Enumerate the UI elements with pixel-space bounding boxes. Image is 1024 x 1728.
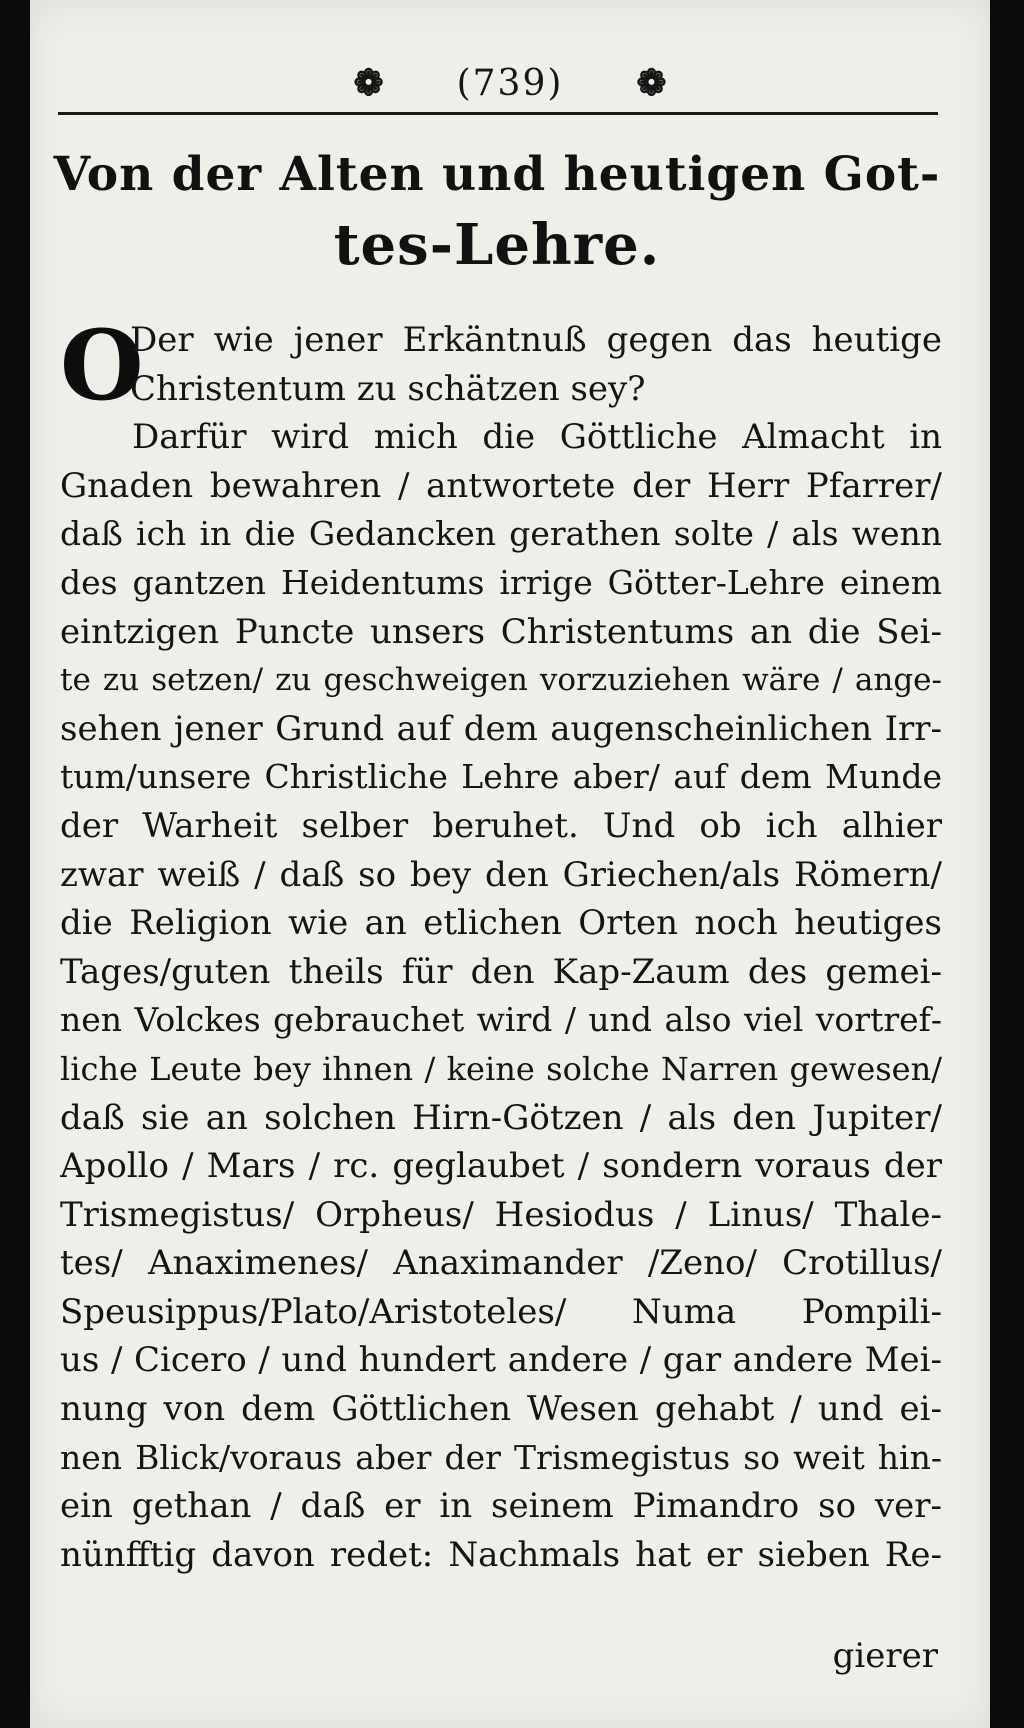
chapter-title-line-2: tes‑Lehre. [333,212,661,278]
text-line: Christentum zu schätzen sey? [130,368,646,409]
right-ornament-icon: ❁ [636,62,667,104]
text-line: te zu setzen/ zu geschweigen vorzuziehen wäre / ange‑ [60,662,942,699]
text-line: Tages/guten theils für den Kap‑Zaum des gemei‑ [60,951,942,992]
text-line: sehen jener Grund auf dem augenscheinlichen Irr‑ [60,708,942,749]
text-line: tes/ Anaximenes/ Anaximander /Zeno/ Crotillus/ [60,1243,942,1284]
text-line: nung von dem Göttlichen Wesen gehabt / und ei‑ [60,1389,942,1430]
text-line: eintzigen Puncte unsers Christentums an die Sei‑ [60,611,942,652]
body-text [60,309,942,1579]
text-line: Trismegistus/ Orpheus/ Hesiodus / Linus/ Thale‑ [60,1194,942,1235]
text-line: nen Blick/voraus aber der Trismegistus so weit hin‑ [60,1437,942,1477]
header-rule [58,112,938,115]
book-page [30,0,990,1728]
chapter-title [52,140,942,280]
text-line: der Warheit selber beruhet. Und ob ich alhier [60,805,942,846]
text-line: liche Leute bey ihnen / keine solche Narren gewesen/ [60,1049,942,1088]
text-line: us / Cicero / und hundert andere / gar andere Mei‑ [60,1340,942,1381]
text-line: die Religion wie an etlichen Orten noch heutiges [60,903,942,944]
running-header [30,62,990,112]
text-line: Der wie jener Erkäntnuß gegen das heutige [130,320,942,360]
left-ornament-icon: ❁ [353,62,384,104]
text-line: Gnaden bewahren / antwortete der Herr Pfarrer/ [60,465,942,506]
text-line: nünfftig davon redet: Nachmals hat er sieben Re‑ [60,1534,942,1575]
text-line: daß ich in die Gedancken gerathen solte / als wenn [60,514,942,554]
page-number: (739) [456,63,564,104]
text-line: des gantzen Heidentums irrige Götter‑Lehre einem [60,562,942,602]
chapter-title-line-1: Von der Alten und heutigen Got‑ [53,147,941,202]
catchword: gierer [832,1636,938,1676]
text-line: Darfür wird mich die Göttliche Almacht in [132,417,942,458]
text-line: Apollo / Mars / rc. geglaubet / sondern voraus der [60,1146,942,1187]
text-line: daß sie an solchen Hirn‑Götzen / als den Jupiter/ [60,1097,942,1138]
text-line: nen Volckes gebrauchet wird / und also viel vortref‑ [60,1000,942,1040]
drop-capital: O [60,309,144,422]
text-line: zwar weiß / daß so bey den Griechen/als Römern/ [60,854,942,895]
text-line: tum/unsere Christliche Lehre aber/ auf dem Munde [60,757,942,797]
text-line: Speusippus/Plato/Aristoteles/ Numa Pompili‑ [60,1291,942,1332]
text-line: ein gethan / daß er in seinem Pimandro so ver‑ [60,1486,942,1527]
